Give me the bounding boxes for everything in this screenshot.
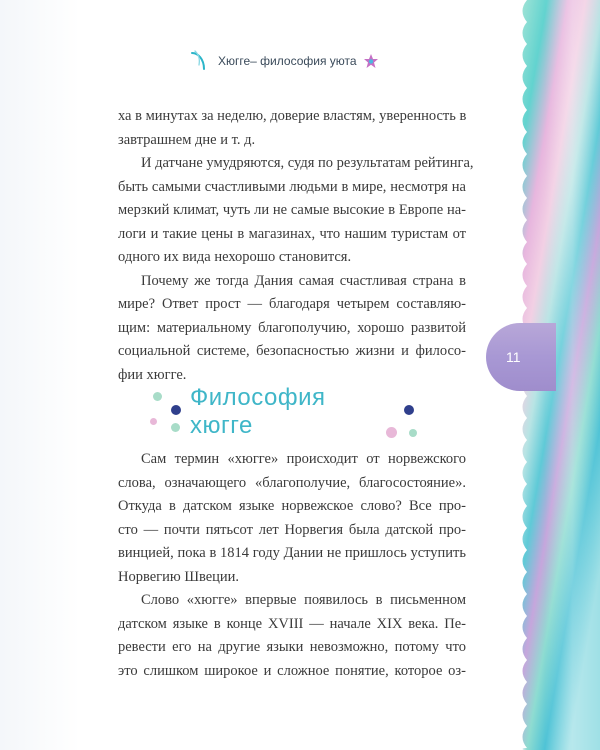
text-line: это слишком широкое и сложное понятие, которое оз-: [118, 662, 466, 679]
decor-dot: [171, 405, 181, 415]
decor-dot: [404, 405, 414, 415]
text-line: завтрашнем дне и т. д.: [118, 131, 256, 148]
text-line: щим: материальному благополучию, хорошо развитой: [118, 319, 466, 336]
text-line: датском языке в конце XVIII — начале XIX века. Пе-: [118, 615, 466, 632]
decor-dot: [171, 423, 180, 432]
decor-dot: [150, 418, 157, 425]
section-heading: Философия хюгге: [190, 384, 326, 439]
page-number-tab: [486, 323, 556, 391]
text-line: быть самыми счастливыми людьми в мире, несмотря на: [118, 178, 466, 195]
text-line: социальной системе, безопасностью жизни и филосо-: [118, 343, 466, 359]
text-line: ревести его на другие языки невозможно, потому что: [118, 639, 466, 655]
text-line: Слово «хюгге» впервые появилось в письменном: [141, 592, 466, 608]
header-title: Хюгге– философия уюта: [218, 54, 357, 68]
text-line: слова, означающего «благополучие, благосостояние».: [118, 474, 466, 491]
text-line: ха в минутах за неделю, доверие властям, уверенность в: [118, 108, 467, 124]
running-header: [190, 45, 380, 77]
text-line: Сам термин «хюгге» происходит от норвежского: [141, 451, 466, 467]
paragraph: [118, 589, 466, 683]
paragraph: [118, 152, 474, 270]
paragraph: [118, 448, 466, 589]
text-line: одного их вида нехорошо становится.: [118, 249, 352, 265]
text-line: сто — почти пятьсот лет Норвегия была датской про-: [118, 521, 466, 538]
text-line: логи и такие цены в магазинах, что нашим туристам от: [118, 225, 466, 242]
paragraph: [118, 105, 466, 152]
text-line: фии хюгге.: [118, 366, 187, 383]
star-icon: [363, 53, 379, 69]
text-line: И датчане умудряются, судя по результатам рейтинга,: [141, 155, 474, 171]
text-line: Норвегию Швеции.: [118, 568, 240, 585]
text-line: Почему же тогда Дания самая счастливая страна в: [141, 272, 466, 289]
body-text-bottom: [118, 448, 466, 683]
decor-dot: [409, 429, 417, 437]
swoosh-icon: [190, 49, 212, 73]
text-line: Откуда в датском языке норвежское слово? Все про-: [118, 498, 466, 514]
page-number: 11: [506, 349, 521, 365]
body-text-top: [118, 105, 474, 387]
text-line: винцией, пока в 1814 году Дании не пришлось уступить: [118, 545, 466, 561]
paragraph: [118, 270, 466, 388]
decor-dot: [153, 392, 162, 401]
text-line: мире? Ответ прост — благодаря четырем составляю-: [118, 296, 466, 312]
watercolor-wash: [0, 0, 80, 750]
text-line: мерзкий климат, чуть ли не самые высокие в Европе на-: [118, 202, 466, 218]
